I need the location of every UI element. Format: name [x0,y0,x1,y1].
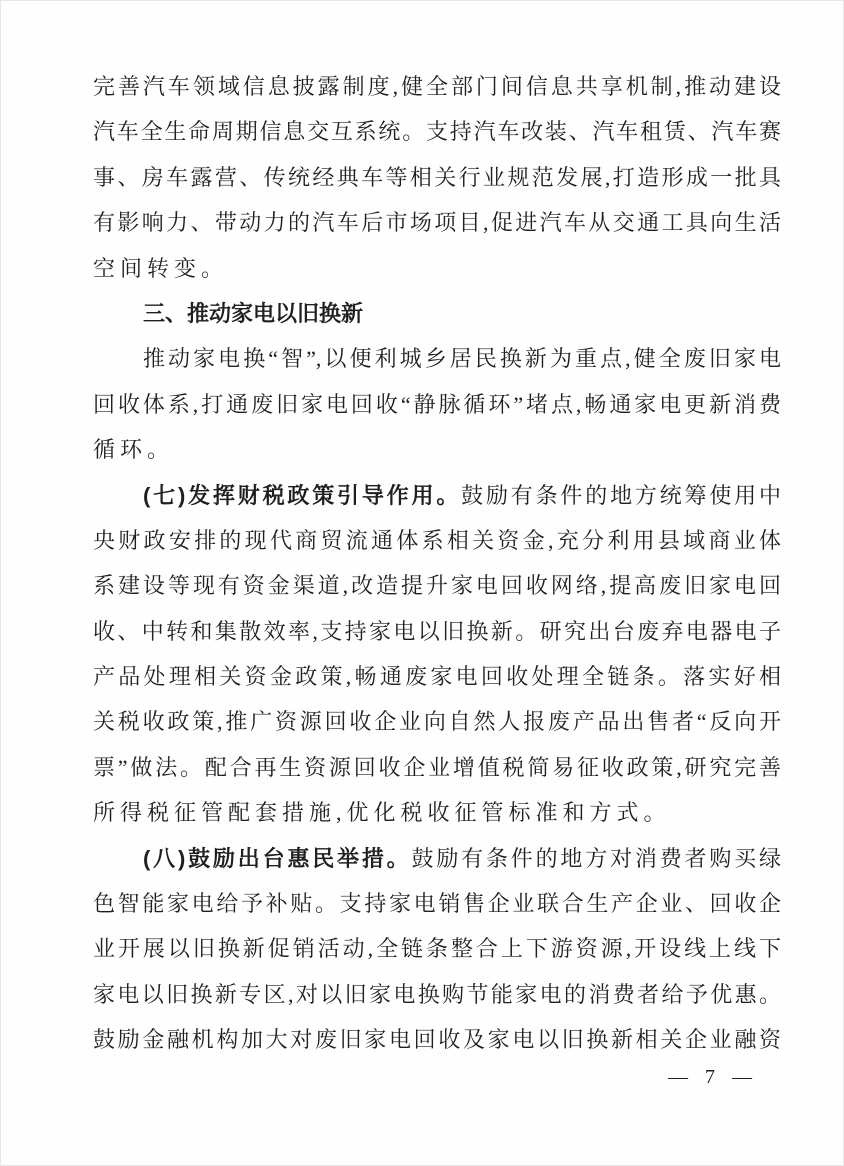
paragraph-line: 产品处理相关资金政策,畅通废家电回收处理全链条。落实好相 [93,664,781,690]
paragraph-line: 家电以旧换新专区,对以旧家电换购节能家电的消费者给予优惠。 [93,981,781,1007]
paragraph-line: 完善汽车领域信息披露制度,健全部门间信息共享机制,推动建设 [93,74,781,99]
section-heading: 三、推动家电以旧换新 [143,300,364,326]
clause-7-lead: (七)发挥财税政策引导作用。 [143,482,462,508]
paragraph-line: 循环。 [93,437,175,463]
paragraph-line: 央财政安排的现代商贸流通体系相关资金,充分利用县域商业体 [93,527,781,553]
paragraph-line: 票”做法。配合再生资源回收企业增值税简易征收政策,研究完善 [93,754,781,780]
paragraph-line: 回收体系,打通废旧家电回收“静脉循环”堵点,畅通家电更新消费 [93,391,781,417]
paragraph-line: 收、中转和集散效率,支持家电以旧换新。研究出台废弃电器电子 [93,618,781,644]
paragraph-line: 汽车全生命周期信息交互系统。支持汽车改装、汽车租赁、汽车赛 [93,119,781,145]
paragraph-line-text: 鼓励有条件的地方统筹使用中 [461,482,781,508]
paragraph-line: 系建设等现有资金渠道,改造提升家电回收网络,提高废旧家电回 [93,573,781,599]
paragraph-line: 所得税征管配套措施,优化税收征管标准和方式。 [93,800,671,826]
paragraph-line: 事、房车露营、传统经典车等相关行业规范发展,打造形成一批具 [93,164,781,190]
clause-8-lead: (八)鼓励出台惠民举措。 [143,845,412,871]
document-body [93,64,781,1063]
paragraph-line: 有影响力、带动力的汽车后市场项目,促进汽车从交通工具向生活 [93,210,781,236]
paragraph-line: 色智能家电给予补贴。支持家电销售企业联合生产企业、回收企 [93,891,781,917]
paragraph-line [93,836,781,881]
paragraph-line: 推动家电换“智”,以便利城乡居民换新为重点,健全废旧家电 [143,346,781,372]
paragraph-line: 鼓励金融机构加大对废旧家电回收及家电以旧换新相关企业融资 [93,1027,781,1053]
paragraph-line: 关税收政策,推广资源回收企业向自然人报废产品出售者“反向开 [93,709,781,735]
paragraph-line-text: 鼓励有条件的地方对消费者购买绿 [411,845,781,871]
page-number: — 7 — [668,1066,752,1088]
paragraph-line [93,473,781,518]
paragraph-line: 空间转变。 [93,255,229,281]
paragraph-line: 业开展以旧换新促销活动,全链条整合上下游资源,开设线上线下 [93,936,781,962]
